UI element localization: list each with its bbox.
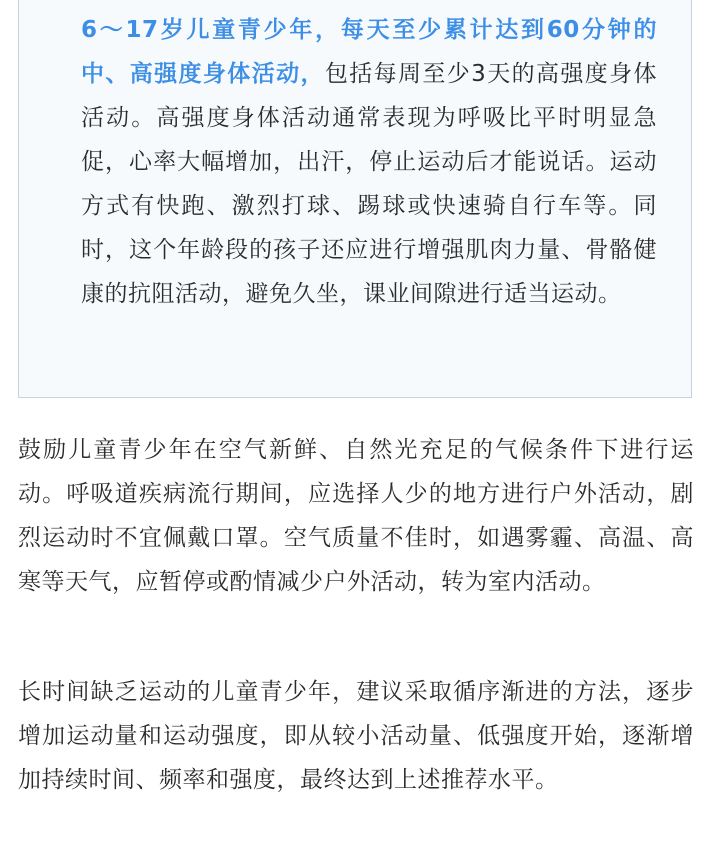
- recommendation-callout-box: [18, 0, 692, 398]
- body-paragraph-gradual: 长时间缺乏运动的儿童青少年，建议采取循序渐进的方法，逐步增加运动量和运动强度，即从较小活动量、低强度开始，逐渐增加持续时间、频率和强度，最终达到上述推荐水平。: [18, 679, 694, 793]
- body-paragraph-outdoor: 鼓励儿童青少年在空气新鲜、自然光充足的气候条件下进行运动。呼吸道疾病流行期间，应选择人少的地方进行户外活动，剧烈运动时不宜佩戴口罩。空气质量不佳时，如遇雾霾、高温、高寒等天气，应暂停或酌情减少户外活动，转为室内活动。: [18, 437, 694, 595]
- callout-body: 包括每周至少3天的高强度身体活动。高强度身体活动通常表现为呼吸比平时明显急促，心率大幅增加，出汗，停止运动后才能说话。运动方式有快跑、激烈打球、踢球或快速骑自行车等。同时，这个年龄段的孩子还应进行增强肌肉力量、骨骼健康的抗阻活动，避免久坐，课业间隙进行适当运动。: [81, 61, 658, 307]
- callout-text: [81, 8, 657, 316]
- callout-highlight: 6～17岁儿童青少年，每天至少累计达到60分钟的中、高强度身体活动，: [81, 17, 657, 87]
